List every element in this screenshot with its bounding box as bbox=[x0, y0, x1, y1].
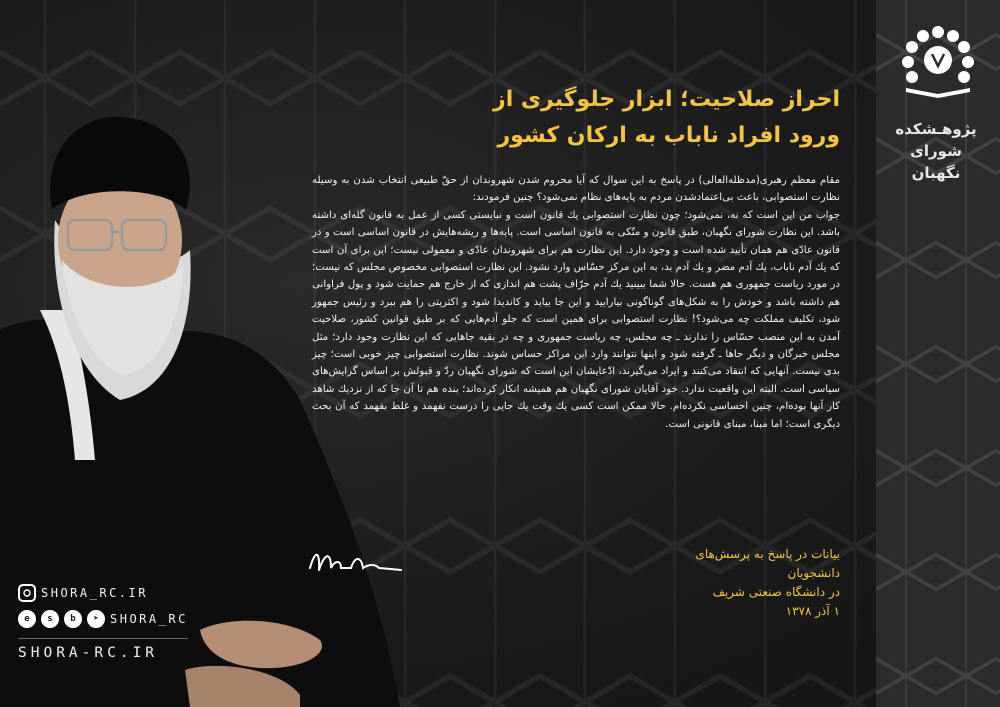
headline-line2: ورود افراد ناباب به ارکان کشور bbox=[497, 123, 840, 148]
soroush-icon: s bbox=[41, 610, 59, 628]
source-line1: بیانات در پاسخ به پرسش‌های دانشجویان bbox=[695, 547, 840, 580]
source-date: ۱ آذر ۱۳۷۸ bbox=[785, 604, 840, 618]
institute-logo-icon bbox=[898, 22, 978, 102]
body-intro: مقام معظم رهبری(مدظله‌العالی) در پاسخ به این سوال که آیا محروم شدن شهروندان از حقّ طبیعی انتخاب شدن به وسیله نظارت استصوابی، باعث بی‌اعتمادشدن مردم به پایه‌های نظام نمی‌شود؟ چنین فرمودند: bbox=[312, 175, 840, 204]
headline bbox=[480, 82, 840, 154]
signature-image bbox=[305, 540, 405, 580]
institute-name-line2: شورای نگهبان bbox=[910, 142, 962, 182]
instagram-label: SHORA_RC.IR bbox=[41, 586, 148, 600]
messenger-handle: SHORA_RC bbox=[110, 612, 188, 626]
instagram-icon bbox=[18, 584, 36, 602]
website-link[interactable]: SHORA-RC.IR bbox=[18, 638, 188, 661]
sidebar bbox=[876, 0, 1000, 707]
social-links bbox=[18, 580, 218, 661]
institute-name-line1: پژوهـشکده bbox=[895, 120, 977, 138]
messenger-row[interactable] bbox=[18, 606, 218, 632]
instagram-row[interactable] bbox=[18, 580, 218, 606]
body-quote: جواب من این است که نه، نمی‌شود؛ چون نظارت استصوابی یك قانون است و نبایستی كسی از عمل به قانون گله‌ای داشته باشد. این نظارت شورای نگهبان، طبق قانون و متّكی به قانون اساسی است. پایه‌ها و ریشه‌هایش در قانون اساسی است و در قانون عادّی هم همان تأیید شده است و وجود دارد. این نظارت هم برای شهروندان عادّی و معمولی نیست؛ این برای آن است كه یك آدم ناباب، یك آدم مضر و یك آدم بد، به این مركز حسّاس وارد نشود. این نظارت استصوابی مخصوص مجلس كه نیست؛ در مورد ریاست جمهوری هم هست. حالا شما ببینید یك آدم حرّاف پشت هم اندازی كه از خارج هم حمایت شود و پول فراوانی هم داشته باشد و خودش را به شكل‌های گوناگونی بیارایید و این جا بیاید و كاندیدا شود و اكثریتی را هم ببرد و رئیس جمهور شود، تكلیف مملكت چه می‌شود؟! نظارت استصوابی برای همین است كه جلو آدم‌هایی كه بر طبق قوانین كشور، صلاحیت آمدن به این منصب حسّاس را ندارند ـ چه مجلس، چه ریاست جمهوری و چه در بقیه جاهایی كه این نظارت وجود دارد؛ مثل مجلس خبرگان و دیگر جاها ـ گرفته شود و اینها نتوانند وارد این مراكز حساس شوند. نظارت استصوابی چیز خوبی است؛ چیز بدی نیست. آنهایی كه انتقاد می‌كنند و ایراد می‌گیرند، ادّعایشان این است كه شورای نگهبان ردّ و قبولش بر اساس گرایش‌های سیاسی است. البته این واقعیت ندارد. خود آقایان شورای نگهبان هم همیشه انكار كرده‌اند؛ بنده هم تا آن جا كه از نزدیك شاهد كار آنها بوده‌ام، چنین احساسی نكرده‌ام. حالا ممكن است كسی یك وقت یك جایی را درست نفهمد و غلط بفهمد كه آن بحث دیگری است؛ اما مبنا، مبنای قانونی است. bbox=[312, 209, 840, 430]
telegram-icon: ➤ bbox=[87, 610, 105, 628]
source-citation bbox=[640, 545, 840, 621]
body-text bbox=[312, 172, 840, 433]
eitaa-icon: e bbox=[18, 610, 36, 628]
headline-line1: احراز صلاحیت؛ ابزار جلوگیری از bbox=[493, 87, 840, 112]
source-line2: در دانشگاه صنعتی شریف bbox=[712, 585, 840, 599]
institute-name bbox=[886, 118, 986, 184]
bale-icon: b bbox=[64, 610, 82, 628]
sidebar-pattern bbox=[876, 0, 1000, 707]
